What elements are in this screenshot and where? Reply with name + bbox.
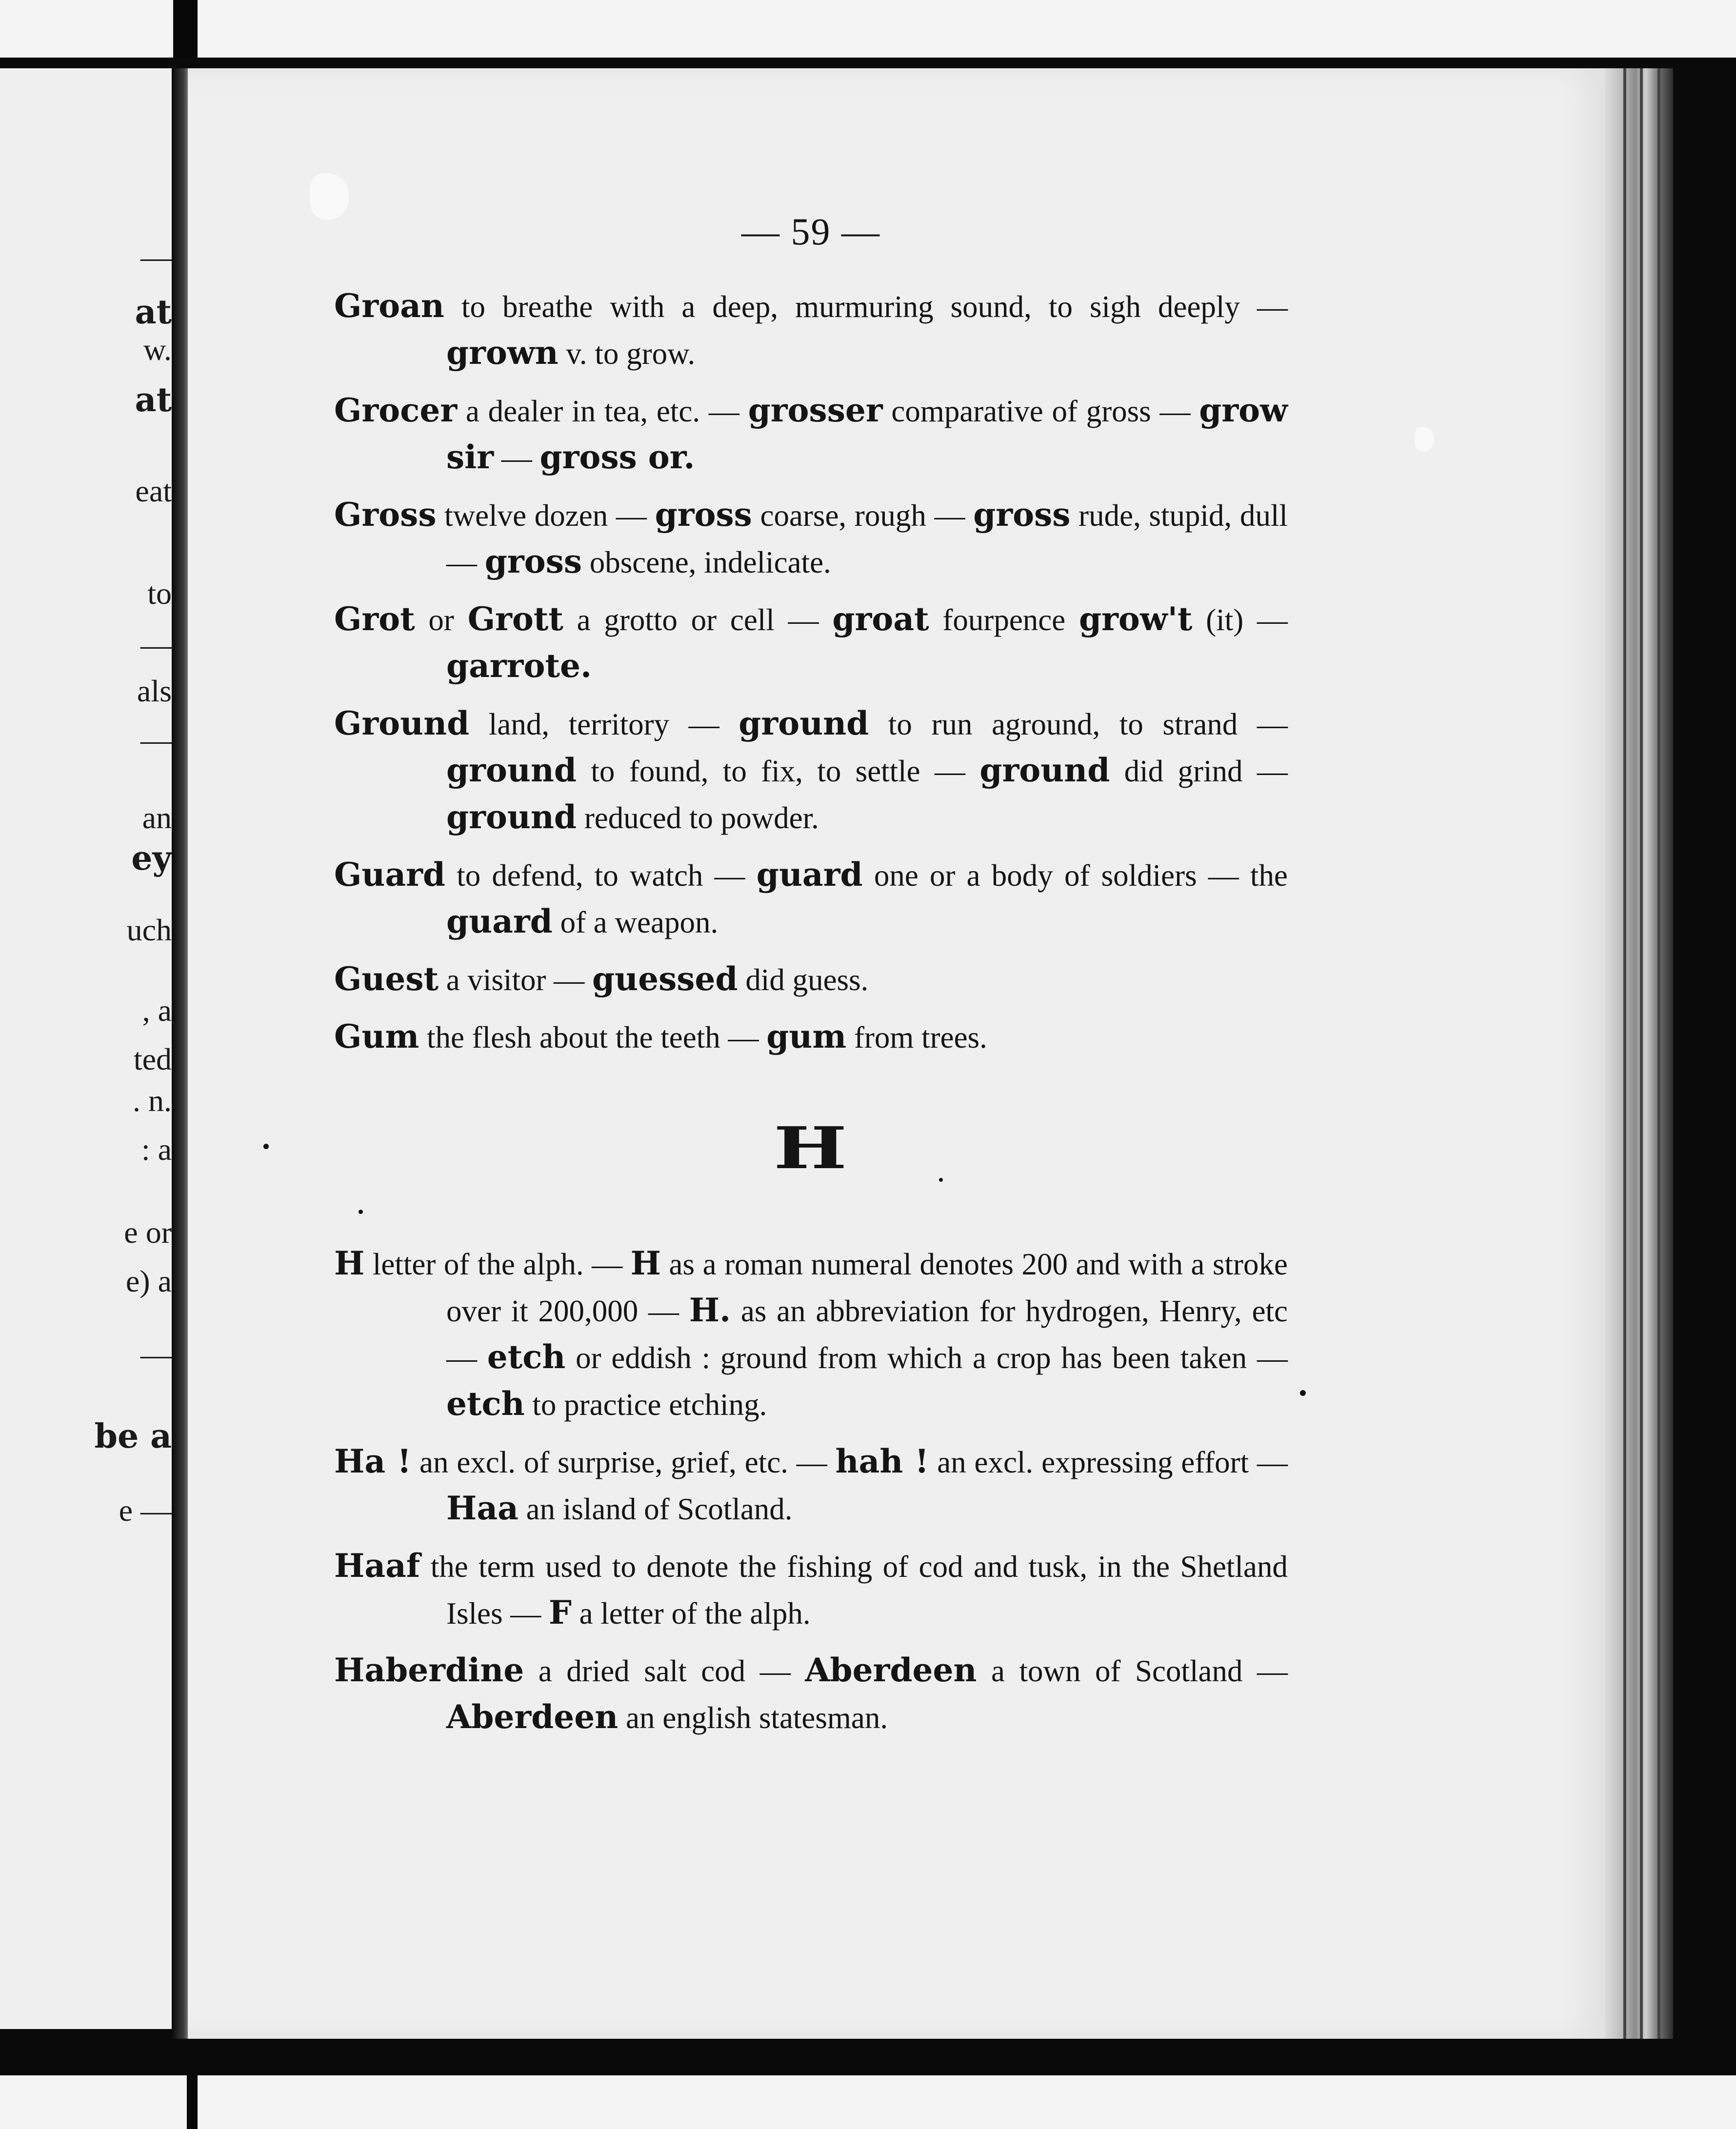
dictionary-entry <box>334 492 1288 585</box>
definition-text: — <box>494 441 540 475</box>
definition-text: twelve dozen — <box>436 498 655 533</box>
definition-text: as an abbreviation for hydrogen, Henry, etc — <box>446 1294 1288 1375</box>
definition-text: a grotto or cell — <box>563 603 833 637</box>
definition-text: obscene, indelicate. <box>582 545 831 579</box>
definition-text: a letter of the alph. <box>571 1596 811 1631</box>
section-heading: H <box>773 1114 849 1182</box>
definition-text: an island of Scotland. <box>518 1492 793 1526</box>
definition-text: reduced to powder. <box>577 801 819 835</box>
related-word: gross <box>484 542 582 580</box>
definition-text: rude, stupid, dull — <box>446 498 1288 579</box>
left-page-text-fragment: — <box>140 1337 172 1372</box>
definition-text: did guess. <box>738 963 869 997</box>
related-word: gross <box>973 496 1071 534</box>
dictionary-entry <box>334 956 1288 1003</box>
left-page-text-fragment: als <box>137 674 172 708</box>
left-page-text-fragment: — <box>140 722 172 757</box>
entry-headword: Groan <box>334 287 444 325</box>
definition-text: to run aground, to strand — <box>869 707 1288 741</box>
related-word: grow't <box>1079 600 1193 638</box>
page-stack-edge <box>1605 68 1673 2039</box>
dictionary-entry <box>334 596 1288 690</box>
related-word: Aberdeen <box>446 1698 619 1736</box>
dictionary-entry <box>334 852 1288 945</box>
entries-g <box>334 283 1288 1060</box>
definition-text: one or a body of soldiers — the <box>862 858 1288 893</box>
page-content <box>334 210 1288 1751</box>
definition-text: v. to grow. <box>558 337 696 371</box>
related-word: Grott <box>467 600 563 638</box>
dictionary-page <box>188 68 1605 2039</box>
definition-text: a dried salt cod — <box>524 1654 805 1688</box>
left-page-text-fragment: e — <box>119 1493 172 1528</box>
definition-text: letter of the alph. — <box>364 1247 631 1281</box>
dictionary-entry <box>334 1647 1288 1741</box>
related-word: Aberdeen <box>805 1651 977 1689</box>
left-page-text-fragment: — <box>140 239 172 274</box>
related-word: H. <box>689 1291 731 1329</box>
left-page-text-fragment: w. <box>143 332 172 367</box>
related-word: etch <box>487 1338 566 1376</box>
left-page-text-fragment: : a <box>141 1132 172 1167</box>
related-word: grown <box>446 334 559 372</box>
page-number: — 59 — <box>741 210 880 253</box>
related-word: ground <box>979 751 1110 789</box>
related-word: gross <box>655 496 752 534</box>
related-word: hah ! <box>835 1442 929 1480</box>
left-page-text-fragment: an <box>142 800 172 835</box>
left-page-text-fragment: e or <box>124 1215 172 1250</box>
related-word: gum <box>766 1017 847 1055</box>
definition-text: to defend, to watch — <box>445 858 757 893</box>
left-page-text-fragment: at <box>135 380 172 419</box>
definition-text: a visitor — <box>438 963 592 997</box>
entry-headword: Guard <box>334 856 446 894</box>
related-word: etch <box>446 1385 525 1423</box>
definition-text: comparative of gross — <box>882 394 1199 428</box>
entry-headword: Grocer <box>334 391 458 429</box>
dictionary-entry <box>334 1014 1288 1060</box>
related-word: gross or. <box>539 438 695 476</box>
related-word: groat <box>832 600 929 638</box>
definition-text: did grind — <box>1110 754 1288 788</box>
dictionary-entry <box>334 387 1288 481</box>
related-word: guard <box>756 856 863 894</box>
left-page-text-fragment: , a <box>142 993 172 1028</box>
related-word: F <box>548 1593 572 1632</box>
definition-text: or eddish : ground from which a crop has been taken — <box>565 1341 1288 1375</box>
definition-text: (it) — <box>1192 603 1288 637</box>
scan-border-bottom <box>0 2075 1736 2129</box>
definition-text: of a weapon. <box>552 905 718 939</box>
definition-text: an english statesman. <box>618 1701 888 1735</box>
entry-headword: Haaf <box>334 1547 420 1585</box>
entry-headword: Ha ! <box>334 1442 412 1480</box>
left-page-text-fragment: ey <box>131 839 172 878</box>
related-word: guard <box>446 902 553 940</box>
left-page-text-fragment: — <box>140 627 172 662</box>
related-word: ground <box>446 798 577 836</box>
entry-headword: Gum <box>334 1017 419 1055</box>
ink-speck <box>1300 1390 1306 1396</box>
left-page-text-fragment: uch <box>126 913 172 947</box>
definition-text: a town of Scotland — <box>977 1654 1288 1688</box>
related-word: Haa <box>446 1489 519 1527</box>
dictionary-entry <box>334 1438 1288 1532</box>
left-page-edge <box>0 68 172 2029</box>
entry-headword: H <box>334 1244 365 1282</box>
entry-headword: Grot <box>334 600 415 638</box>
definition-text: the flesh about the teeth — <box>419 1020 767 1055</box>
related-word: grosser <box>748 391 883 429</box>
definition-text: to practice etching. <box>524 1388 767 1422</box>
left-page-text-fragment: eat <box>135 474 172 508</box>
left-page-text-fragment: ted <box>133 1042 172 1076</box>
left-page-text-fragment: e) a <box>125 1264 172 1298</box>
definition-text: an excl. of surprise, grief, etc. — <box>411 1445 836 1479</box>
paper-blemish <box>1415 427 1434 451</box>
entries-h <box>334 1240 1288 1741</box>
entry-headword: Gross <box>334 496 437 534</box>
definition-text: fourpence <box>929 603 1079 637</box>
definition-text: as a roman numeral denotes 200 and with a stroke over it 200,000 — <box>446 1247 1288 1328</box>
definition-text: to found, to fix, to settle — <box>577 754 980 788</box>
related-word: garrote. <box>446 647 592 685</box>
left-page-text-fragment: . n. <box>133 1083 172 1118</box>
definition-text: to breathe with a deep, murmuring sound, to sigh deeply — <box>444 290 1288 324</box>
entry-headword: Haberdine <box>334 1651 524 1689</box>
entry-headword: Guest <box>334 960 439 998</box>
scan-border-right <box>1673 58 1736 2075</box>
left-page-text-fragment: at <box>135 293 172 332</box>
dictionary-entry <box>334 283 1288 377</box>
definition-text: a dealer in tea, etc. — <box>457 394 748 428</box>
dictionary-entry <box>334 1543 1288 1636</box>
scan-border-top <box>0 0 1736 58</box>
left-page-text-fragment: to <box>147 576 172 611</box>
definition-text: coarse, rough — <box>752 498 974 533</box>
dictionary-entry <box>334 1240 1288 1428</box>
related-word: H <box>630 1244 661 1282</box>
definition-text: land, territory — <box>469 707 739 741</box>
related-word: ground <box>446 751 577 789</box>
related-word: guessed <box>592 960 738 998</box>
definition-text: the term used to denote the fishing of cod and tusk, in the Shetland Isles — <box>420 1550 1288 1631</box>
dictionary-entry <box>334 700 1288 841</box>
definition-text: an excl. expressing effort — <box>929 1445 1288 1479</box>
definition-text: from trees. <box>846 1020 987 1055</box>
entry-headword: Ground <box>334 704 470 742</box>
related-word: ground <box>738 704 869 742</box>
definition-text: or <box>415 603 468 637</box>
related-word: grow sir <box>446 391 1288 476</box>
left-page-text-fragment: be a <box>94 1417 172 1456</box>
